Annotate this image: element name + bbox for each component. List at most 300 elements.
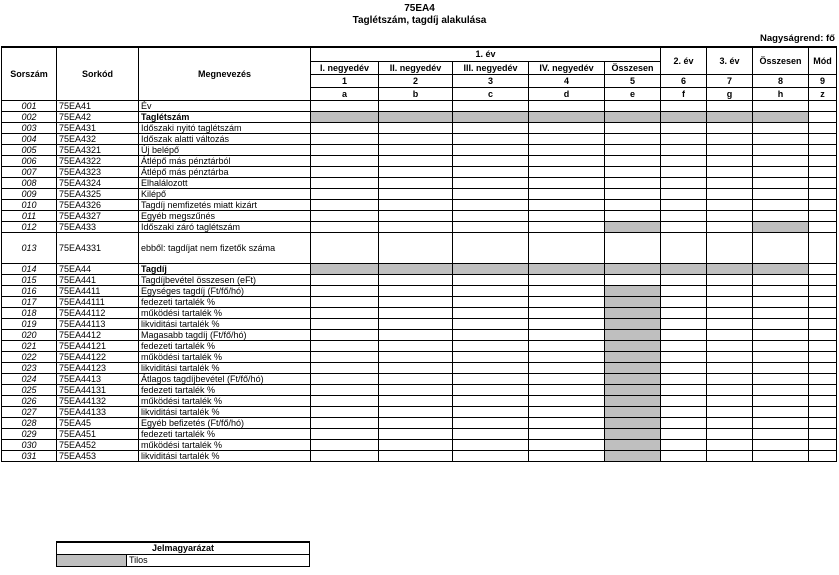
row-number: 022 [2,351,57,362]
input-cell[interactable] [753,318,809,329]
col-header-q3: III. negyedév [453,61,529,74]
input-cell[interactable] [809,384,837,395]
input-cell[interactable] [753,122,809,133]
row-name: Időszak alatti változás [139,133,311,144]
input-cell[interactable] [605,166,661,177]
input-cell[interactable] [753,307,809,318]
row-code: 75EA44121 [57,340,139,351]
input-cell[interactable] [661,373,707,384]
input-cell[interactable] [379,351,453,362]
input-cell[interactable] [707,133,753,144]
input-cell[interactable] [661,122,707,133]
input-cell[interactable] [311,274,379,285]
input-cell[interactable] [529,428,605,439]
row-number: 024 [2,373,57,384]
input-cell[interactable] [753,450,809,461]
input-cell[interactable] [753,428,809,439]
input-cell[interactable] [529,406,605,417]
input-cell[interactable] [809,232,837,263]
input-cell[interactable] [605,188,661,199]
input-cell[interactable] [311,307,379,318]
input-cell[interactable] [453,351,529,362]
input-cell[interactable] [379,177,453,188]
forbidden-cell [311,263,379,274]
input-cell[interactable] [311,210,379,221]
input-cell[interactable] [707,351,753,362]
input-cell[interactable] [753,406,809,417]
input-cell[interactable] [453,274,529,285]
input-cell[interactable] [379,166,453,177]
input-cell[interactable] [311,351,379,362]
input-cell[interactable] [753,296,809,307]
forbidden-cell [453,263,529,274]
input-cell[interactable] [707,296,753,307]
input-cell[interactable] [707,373,753,384]
input-cell[interactable] [379,122,453,133]
input-cell[interactable] [753,100,809,111]
input-cell[interactable] [661,384,707,395]
row-number: 029 [2,428,57,439]
forbidden-cell [311,111,379,122]
input-cell[interactable] [311,428,379,439]
input-cell[interactable] [753,188,809,199]
input-cell[interactable] [311,166,379,177]
input-cell[interactable] [809,285,837,296]
input-cell[interactable] [529,285,605,296]
input-cell[interactable] [707,232,753,263]
input-cell[interactable] [529,439,605,450]
input-cell[interactable] [753,177,809,188]
input-cell[interactable] [379,232,453,263]
row-name: Taglétszám [139,111,311,122]
input-cell[interactable] [529,177,605,188]
input-cell[interactable] [753,133,809,144]
input-cell[interactable] [605,232,661,263]
input-cell[interactable] [379,439,453,450]
row-number: 028 [2,417,57,428]
input-cell[interactable] [453,221,529,232]
input-cell[interactable] [529,373,605,384]
input-cell[interactable] [379,285,453,296]
input-cell[interactable] [809,100,837,111]
input-cell[interactable] [661,428,707,439]
input-cell[interactable] [311,133,379,144]
input-cell[interactable] [707,362,753,373]
input-cell[interactable] [379,296,453,307]
input-cell[interactable] [753,362,809,373]
input-cell[interactable] [529,166,605,177]
input-cell[interactable] [311,177,379,188]
input-cell[interactable] [707,210,753,221]
input-cell[interactable] [529,384,605,395]
input-cell[interactable] [809,340,837,351]
input-cell[interactable] [661,144,707,155]
input-cell[interactable] [707,199,753,210]
input-cell[interactable] [453,296,529,307]
input-cell[interactable] [809,263,837,274]
row-name: fedezeti tartalék % [139,384,311,395]
input-cell[interactable] [605,177,661,188]
input-cell[interactable] [529,122,605,133]
input-cell[interactable] [753,384,809,395]
input-cell[interactable] [453,395,529,406]
input-cell[interactable] [707,329,753,340]
input-cell[interactable] [809,221,837,232]
input-cell[interactable] [605,122,661,133]
input-cell[interactable] [661,199,707,210]
input-cell[interactable] [661,274,707,285]
input-cell[interactable] [707,274,753,285]
input-cell[interactable] [379,329,453,340]
form-code: 75EA4 [404,3,435,14]
forbidden-cell [605,221,661,232]
input-cell[interactable] [753,285,809,296]
table-row [2,329,837,340]
input-cell[interactable] [707,188,753,199]
input-cell[interactable] [661,210,707,221]
row-number: 016 [2,285,57,296]
row-number: 002 [2,111,57,122]
input-cell[interactable] [809,417,837,428]
row-code: 75EA4411 [57,285,139,296]
forbidden-cell [605,263,661,274]
input-cell[interactable] [529,296,605,307]
input-cell[interactable] [529,274,605,285]
table-row [2,384,837,395]
input-cell[interactable] [529,395,605,406]
input-cell[interactable] [453,188,529,199]
input-cell[interactable] [661,362,707,373]
input-cell[interactable] [529,318,605,329]
input-cell[interactable] [661,177,707,188]
input-cell[interactable] [707,285,753,296]
input-cell[interactable] [529,307,605,318]
input-cell[interactable] [753,439,809,450]
col-letter: e [605,87,661,100]
input-cell[interactable] [707,340,753,351]
input-cell[interactable] [311,188,379,199]
row-code: 75EA452 [57,439,139,450]
input-cell[interactable] [661,450,707,461]
input-cell[interactable] [379,340,453,351]
input-cell[interactable] [809,274,837,285]
input-cell[interactable] [809,155,837,166]
input-cell[interactable] [809,133,837,144]
input-cell[interactable] [661,340,707,351]
input-cell[interactable] [311,199,379,210]
input-cell[interactable] [661,100,707,111]
input-cell[interactable] [311,417,379,428]
input-cell[interactable] [529,210,605,221]
row-name: Időszaki nyitó taglétszám [139,122,311,133]
input-cell[interactable] [809,450,837,461]
input-cell[interactable] [707,318,753,329]
input-cell[interactable] [453,373,529,384]
input-cell[interactable] [529,450,605,461]
input-cell[interactable] [605,133,661,144]
row-code: 75EA4331 [57,232,139,263]
input-cell[interactable] [379,318,453,329]
input-cell[interactable] [707,166,753,177]
input-cell[interactable] [311,221,379,232]
input-cell[interactable] [311,329,379,340]
input-cell[interactable] [379,417,453,428]
input-cell[interactable] [379,406,453,417]
input-cell[interactable] [661,188,707,199]
input-cell[interactable] [529,351,605,362]
input-cell[interactable] [809,296,837,307]
input-cell[interactable] [453,133,529,144]
input-cell[interactable] [379,144,453,155]
input-cell[interactable] [753,329,809,340]
input-cell[interactable] [311,450,379,461]
input-cell[interactable] [661,166,707,177]
input-cell[interactable] [453,177,529,188]
input-cell[interactable] [453,318,529,329]
input-cell[interactable] [529,155,605,166]
input-cell[interactable] [753,210,809,221]
input-cell[interactable] [809,362,837,373]
input-cell[interactable] [379,155,453,166]
row-code: 75EA433 [57,221,139,232]
input-cell[interactable] [311,100,379,111]
input-cell[interactable] [707,307,753,318]
input-cell[interactable] [809,144,837,155]
input-cell[interactable] [753,232,809,263]
input-cell[interactable] [311,122,379,133]
input-cell[interactable] [529,340,605,351]
input-cell[interactable] [379,362,453,373]
input-cell[interactable] [453,428,529,439]
input-cell[interactable] [311,439,379,450]
input-cell[interactable] [379,133,453,144]
input-cell[interactable] [753,373,809,384]
input-cell[interactable] [707,155,753,166]
col-header-sorszam: Sorszám [2,47,57,100]
table-row [2,373,837,384]
row-name: Magasabb tagdíj (Ft/fő/hó) [139,329,311,340]
input-cell[interactable] [311,232,379,263]
input-cell[interactable] [453,122,529,133]
table-row [2,296,837,307]
input-cell[interactable] [529,188,605,199]
input-cell[interactable] [453,144,529,155]
input-cell[interactable] [529,100,605,111]
input-cell[interactable] [453,199,529,210]
row-number: 010 [2,199,57,210]
input-cell[interactable] [453,100,529,111]
input-cell[interactable] [453,406,529,417]
input-cell[interactable] [707,100,753,111]
row-code: 75EA432 [57,133,139,144]
col-header-q1: I. negyedév [311,61,379,74]
input-cell[interactable] [311,406,379,417]
input-cell[interactable] [707,439,753,450]
input-cell[interactable] [753,340,809,351]
input-cell[interactable] [809,329,837,340]
input-cell[interactable] [753,155,809,166]
input-cell[interactable] [379,307,453,318]
input-cell[interactable] [661,285,707,296]
input-cell[interactable] [529,144,605,155]
input-cell[interactable] [379,199,453,210]
input-cell[interactable] [311,318,379,329]
input-cell[interactable] [379,450,453,461]
input-cell[interactable] [809,210,837,221]
input-cell[interactable] [707,144,753,155]
input-cell[interactable] [809,439,837,450]
input-cell[interactable] [707,428,753,439]
input-cell[interactable] [453,439,529,450]
input-cell[interactable] [453,384,529,395]
input-cell[interactable] [379,221,453,232]
input-cell[interactable] [661,351,707,362]
input-cell[interactable] [529,329,605,340]
input-cell[interactable] [753,417,809,428]
input-cell[interactable] [753,144,809,155]
input-cell[interactable] [809,395,837,406]
input-cell[interactable] [661,232,707,263]
input-cell[interactable] [753,166,809,177]
input-cell[interactable] [753,351,809,362]
row-code: 75EA453 [57,450,139,461]
col-letter: a [311,87,379,100]
input-cell[interactable] [311,384,379,395]
input-cell[interactable] [605,210,661,221]
input-cell[interactable] [661,439,707,450]
input-cell[interactable] [453,307,529,318]
forbidden-cell [605,384,661,395]
input-cell[interactable] [453,232,529,263]
input-cell[interactable] [379,428,453,439]
input-cell[interactable] [379,274,453,285]
input-cell[interactable] [753,199,809,210]
input-cell[interactable] [379,395,453,406]
input-cell[interactable] [809,318,837,329]
input-cell[interactable] [529,417,605,428]
input-cell[interactable] [707,450,753,461]
row-number: 001 [2,100,57,111]
col-header-osszesen-total: Összesen [753,47,809,74]
input-cell[interactable] [605,199,661,210]
row-name: működési tartalék % [139,307,311,318]
col-header-q4: IV. negyedév [529,61,605,74]
input-cell[interactable] [809,177,837,188]
row-code: 75EA4322 [57,155,139,166]
input-cell[interactable] [311,340,379,351]
input-cell[interactable] [753,395,809,406]
input-cell[interactable] [529,232,605,263]
row-number: 015 [2,274,57,285]
row-code: 75EA4321 [57,144,139,155]
input-cell[interactable] [379,373,453,384]
input-cell[interactable] [453,210,529,221]
input-cell[interactable] [707,395,753,406]
input-cell[interactable] [453,166,529,177]
input-cell[interactable] [379,100,453,111]
row-code: 75EA4327 [57,210,139,221]
input-cell[interactable] [661,307,707,318]
input-cell[interactable] [529,199,605,210]
input-cell[interactable] [379,210,453,221]
input-cell[interactable] [809,351,837,362]
forbidden-cell [753,221,809,232]
input-cell[interactable] [707,406,753,417]
table-row [2,450,837,461]
input-cell[interactable] [661,296,707,307]
input-cell[interactable] [809,188,837,199]
input-cell[interactable] [809,307,837,318]
row-name: Tagdíj [139,263,311,274]
input-cell[interactable] [605,100,661,111]
input-cell[interactable] [311,395,379,406]
input-cell[interactable] [605,155,661,166]
forbidden-cell [605,417,661,428]
input-cell[interactable] [453,285,529,296]
col-letter: z [809,87,837,100]
input-cell[interactable] [707,122,753,133]
input-cell[interactable] [453,329,529,340]
input-cell[interactable] [605,144,661,155]
input-cell[interactable] [379,188,453,199]
input-cell[interactable] [661,417,707,428]
input-cell[interactable] [529,221,605,232]
input-cell[interactable] [311,285,379,296]
input-cell[interactable] [707,384,753,395]
input-cell[interactable] [707,417,753,428]
input-cell[interactable] [453,450,529,461]
input-cell[interactable] [753,274,809,285]
input-cell[interactable] [809,428,837,439]
input-cell[interactable] [809,406,837,417]
input-cell[interactable] [661,133,707,144]
input-cell[interactable] [661,155,707,166]
input-cell[interactable] [661,329,707,340]
input-cell[interactable] [379,384,453,395]
input-cell[interactable] [311,296,379,307]
input-cell[interactable] [661,406,707,417]
row-code: 75EA441 [57,274,139,285]
row-code: 75EA44 [57,263,139,274]
input-cell[interactable] [311,362,379,373]
input-cell[interactable] [661,395,707,406]
input-cell[interactable] [809,199,837,210]
input-cell[interactable] [809,111,837,122]
input-cell[interactable] [809,166,837,177]
input-cell[interactable] [661,221,707,232]
input-cell[interactable] [311,373,379,384]
row-number: 011 [2,210,57,221]
table-row [2,177,837,188]
input-cell[interactable] [453,362,529,373]
input-cell[interactable] [661,318,707,329]
input-cell[interactable] [453,155,529,166]
input-cell[interactable] [809,122,837,133]
input-cell[interactable] [707,221,753,232]
input-cell[interactable] [605,274,661,285]
input-cell[interactable] [311,155,379,166]
input-cell[interactable] [809,373,837,384]
row-number: 027 [2,406,57,417]
input-cell[interactable] [311,144,379,155]
input-cell[interactable] [529,133,605,144]
row-number: 026 [2,395,57,406]
input-cell[interactable] [529,362,605,373]
input-cell[interactable] [707,177,753,188]
forbidden-cell [661,263,707,274]
input-cell[interactable] [453,417,529,428]
input-cell[interactable] [453,340,529,351]
